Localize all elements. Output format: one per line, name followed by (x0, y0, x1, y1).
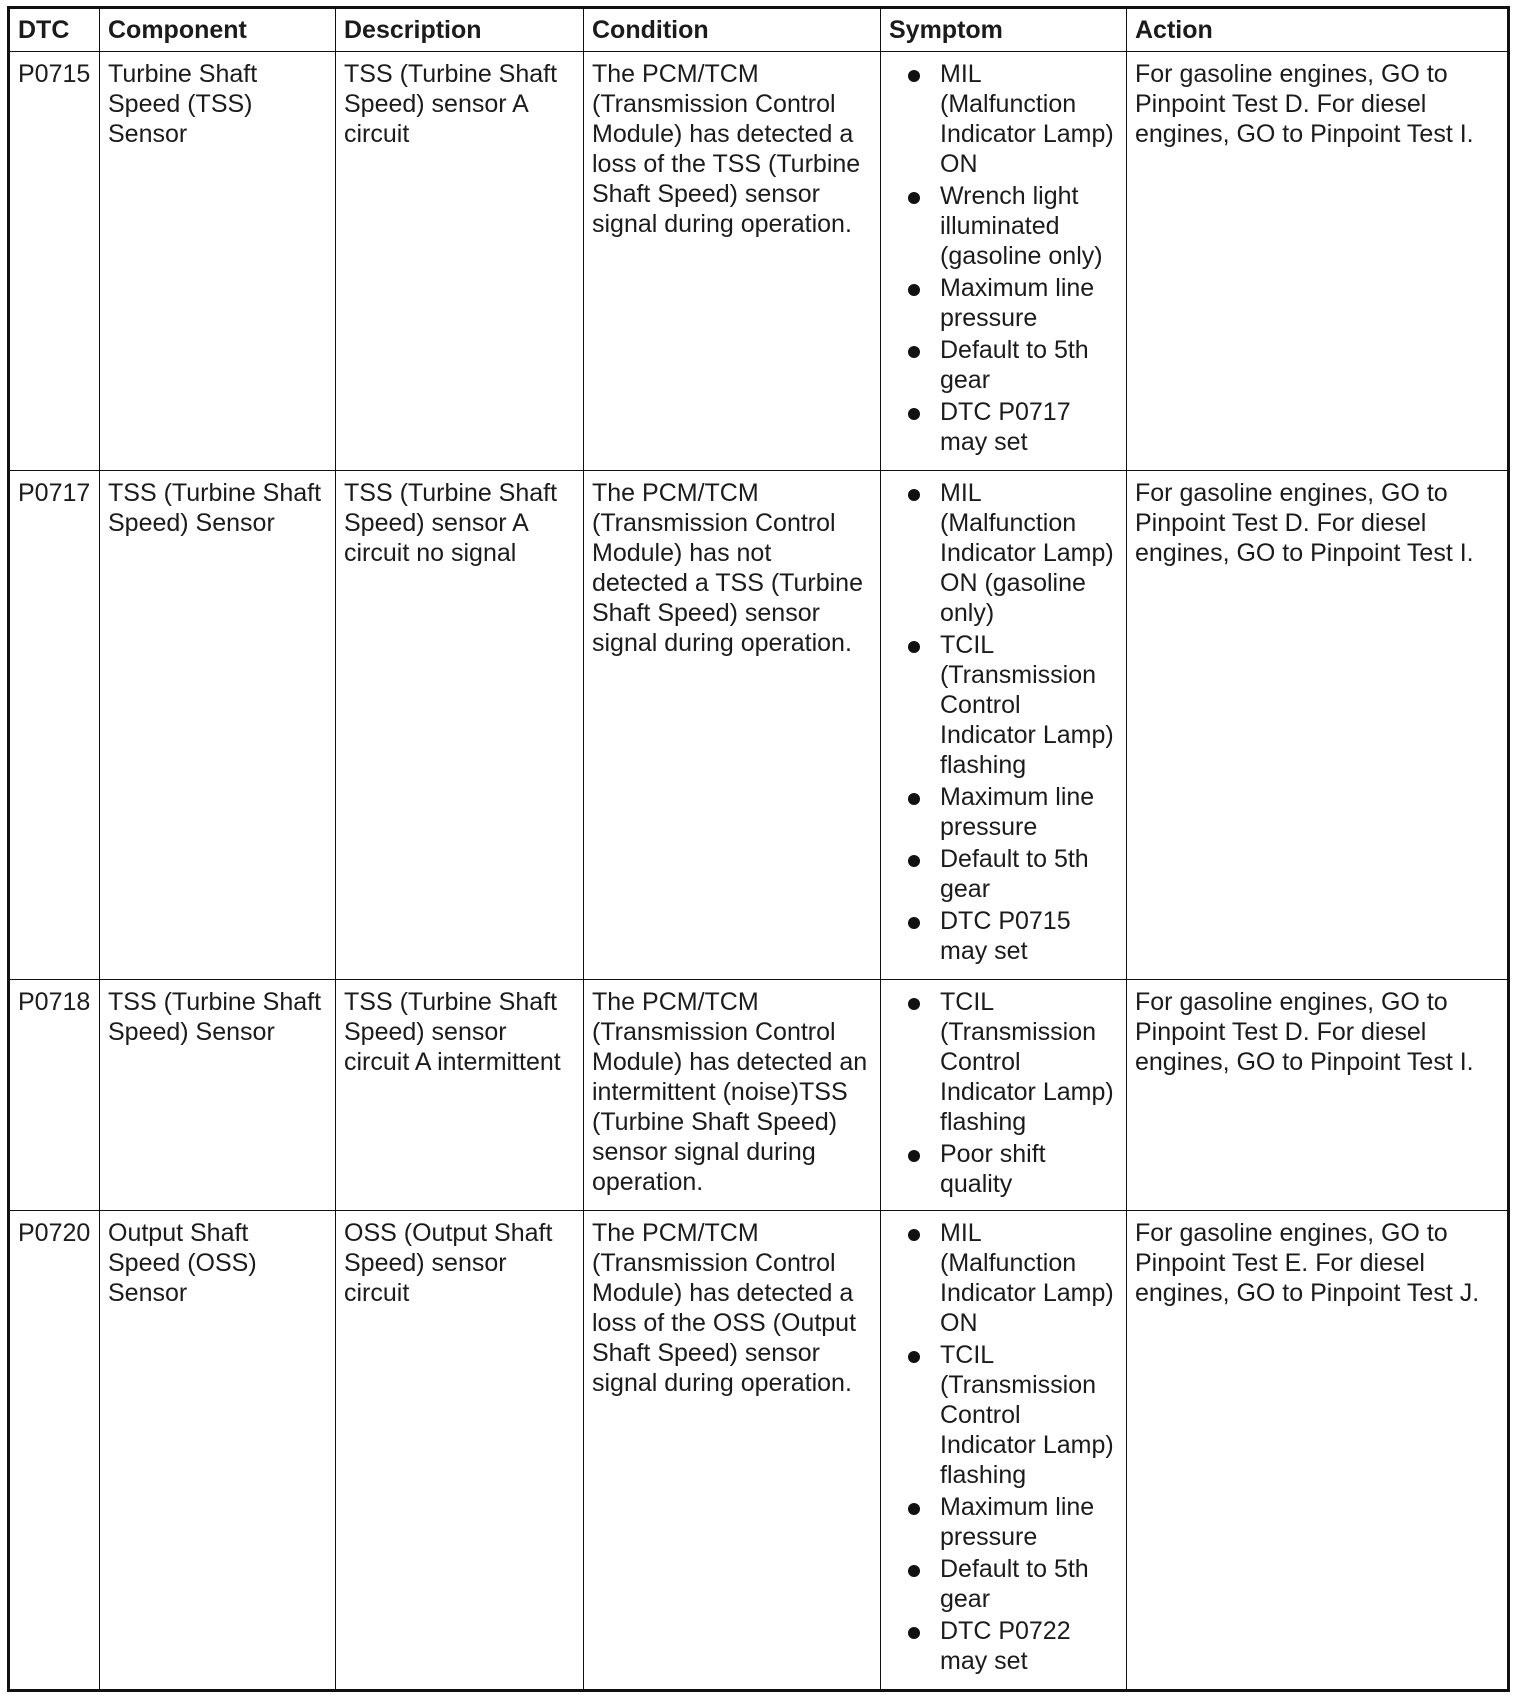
symptom-list (889, 987, 1118, 1199)
symptom-item: Maximum line pressure (889, 782, 1118, 842)
symptom-item: DTC P0715 may set (889, 906, 1118, 966)
component-cell: Output Shaft Speed (OSS) Sensor (100, 1211, 336, 1691)
action-cell: For gasoline engines, GO to Pinpoint Test E. For diesel engines, GO to Pinpoint Test J. (1127, 1211, 1509, 1691)
symptom-item: MIL (Malfunction Indicator Lamp) ON (889, 59, 1118, 179)
dtc-table (7, 6, 1510, 1692)
action-cell: For gasoline engines, GO to Pinpoint Test D. For diesel engines, GO to Pinpoint Test I. (1127, 471, 1509, 980)
condition-cell: The PCM/TCM (Transmission Control Module) has detected an intermittent (noise)TSS (Turbine Shaft Speed) sensor signal during operation. (584, 980, 881, 1211)
table-row (9, 471, 1509, 980)
table-body (9, 52, 1509, 1691)
description-cell: TSS (Turbine Shaft Speed) sensor A circuit no signal (336, 471, 584, 980)
header-component: Component (100, 8, 336, 52)
symptom-cell (881, 1211, 1127, 1691)
description-cell: TSS (Turbine Shaft Speed) sensor circuit A intermittent (336, 980, 584, 1211)
dtc-code-cell: P0717 (9, 471, 100, 980)
header-description: Description (336, 8, 584, 52)
symptom-item: Maximum line pressure (889, 1492, 1118, 1552)
component-cell: TSS (Turbine Shaft Speed) Sensor (100, 471, 336, 980)
symptom-cell (881, 471, 1127, 980)
symptom-cell (881, 980, 1127, 1211)
table-row (9, 980, 1509, 1211)
symptom-item: Wrench light illuminated (gasoline only) (889, 181, 1118, 271)
symptom-item: MIL (Malfunction Indicator Lamp) ON (889, 1218, 1118, 1338)
symptom-item: Default to 5th gear (889, 1554, 1118, 1614)
action-cell: For gasoline engines, GO to Pinpoint Test D. For diesel engines, GO to Pinpoint Test I. (1127, 980, 1509, 1211)
symptom-item: Poor shift quality (889, 1139, 1118, 1199)
symptom-item: MIL (Malfunction Indicator Lamp) ON (gasoline only) (889, 478, 1118, 628)
header-dtc: DTC (9, 8, 100, 52)
action-cell: For gasoline engines, GO to Pinpoint Test D. For diesel engines, GO to Pinpoint Test I. (1127, 52, 1509, 471)
symptom-item: TCIL (Transmission Control Indicator Lamp) flashing (889, 987, 1118, 1137)
symptom-item: Default to 5th gear (889, 335, 1118, 395)
symptom-item: TCIL (Transmission Control Indicator Lamp) flashing (889, 630, 1118, 780)
component-cell: Turbine Shaft Speed (TSS) Sensor (100, 52, 336, 471)
table-header (9, 8, 1509, 52)
header-action: Action (1127, 8, 1509, 52)
header-symptom: Symptom (881, 8, 1127, 52)
symptom-item: Maximum line pressure (889, 273, 1118, 333)
dtc-code-cell: P0720 (9, 1211, 100, 1691)
symptom-item: DTC P0722 may set (889, 1616, 1118, 1676)
description-cell: TSS (Turbine Shaft Speed) sensor A circuit (336, 52, 584, 471)
header-condition: Condition (584, 8, 881, 52)
dtc-code-cell: P0715 (9, 52, 100, 471)
symptom-item: DTC P0717 may set (889, 397, 1118, 457)
component-cell: TSS (Turbine Shaft Speed) Sensor (100, 980, 336, 1211)
dtc-code-cell: P0718 (9, 980, 100, 1211)
symptom-item: Default to 5th gear (889, 844, 1118, 904)
description-cell: OSS (Output Shaft Speed) sensor circuit (336, 1211, 584, 1691)
header-row (9, 8, 1509, 52)
symptom-list (889, 59, 1118, 457)
condition-cell: The PCM/TCM (Transmission Control Module) has detected a loss of the TSS (Turbine Shaft Speed) sensor signal during operation. (584, 52, 881, 471)
symptom-list (889, 1218, 1118, 1676)
table-row (9, 1211, 1509, 1691)
symptom-cell (881, 52, 1127, 471)
symptom-item: TCIL (Transmission Control Indicator Lamp) flashing (889, 1340, 1118, 1490)
symptom-list (889, 478, 1118, 966)
condition-cell: The PCM/TCM (Transmission Control Module) has not detected a TSS (Turbine Shaft Speed) sensor signal during operation. (584, 471, 881, 980)
condition-cell: The PCM/TCM (Transmission Control Module) has detected a loss of the OSS (Output Shaft Speed) sensor signal during operation. (584, 1211, 881, 1691)
table-row (9, 52, 1509, 471)
